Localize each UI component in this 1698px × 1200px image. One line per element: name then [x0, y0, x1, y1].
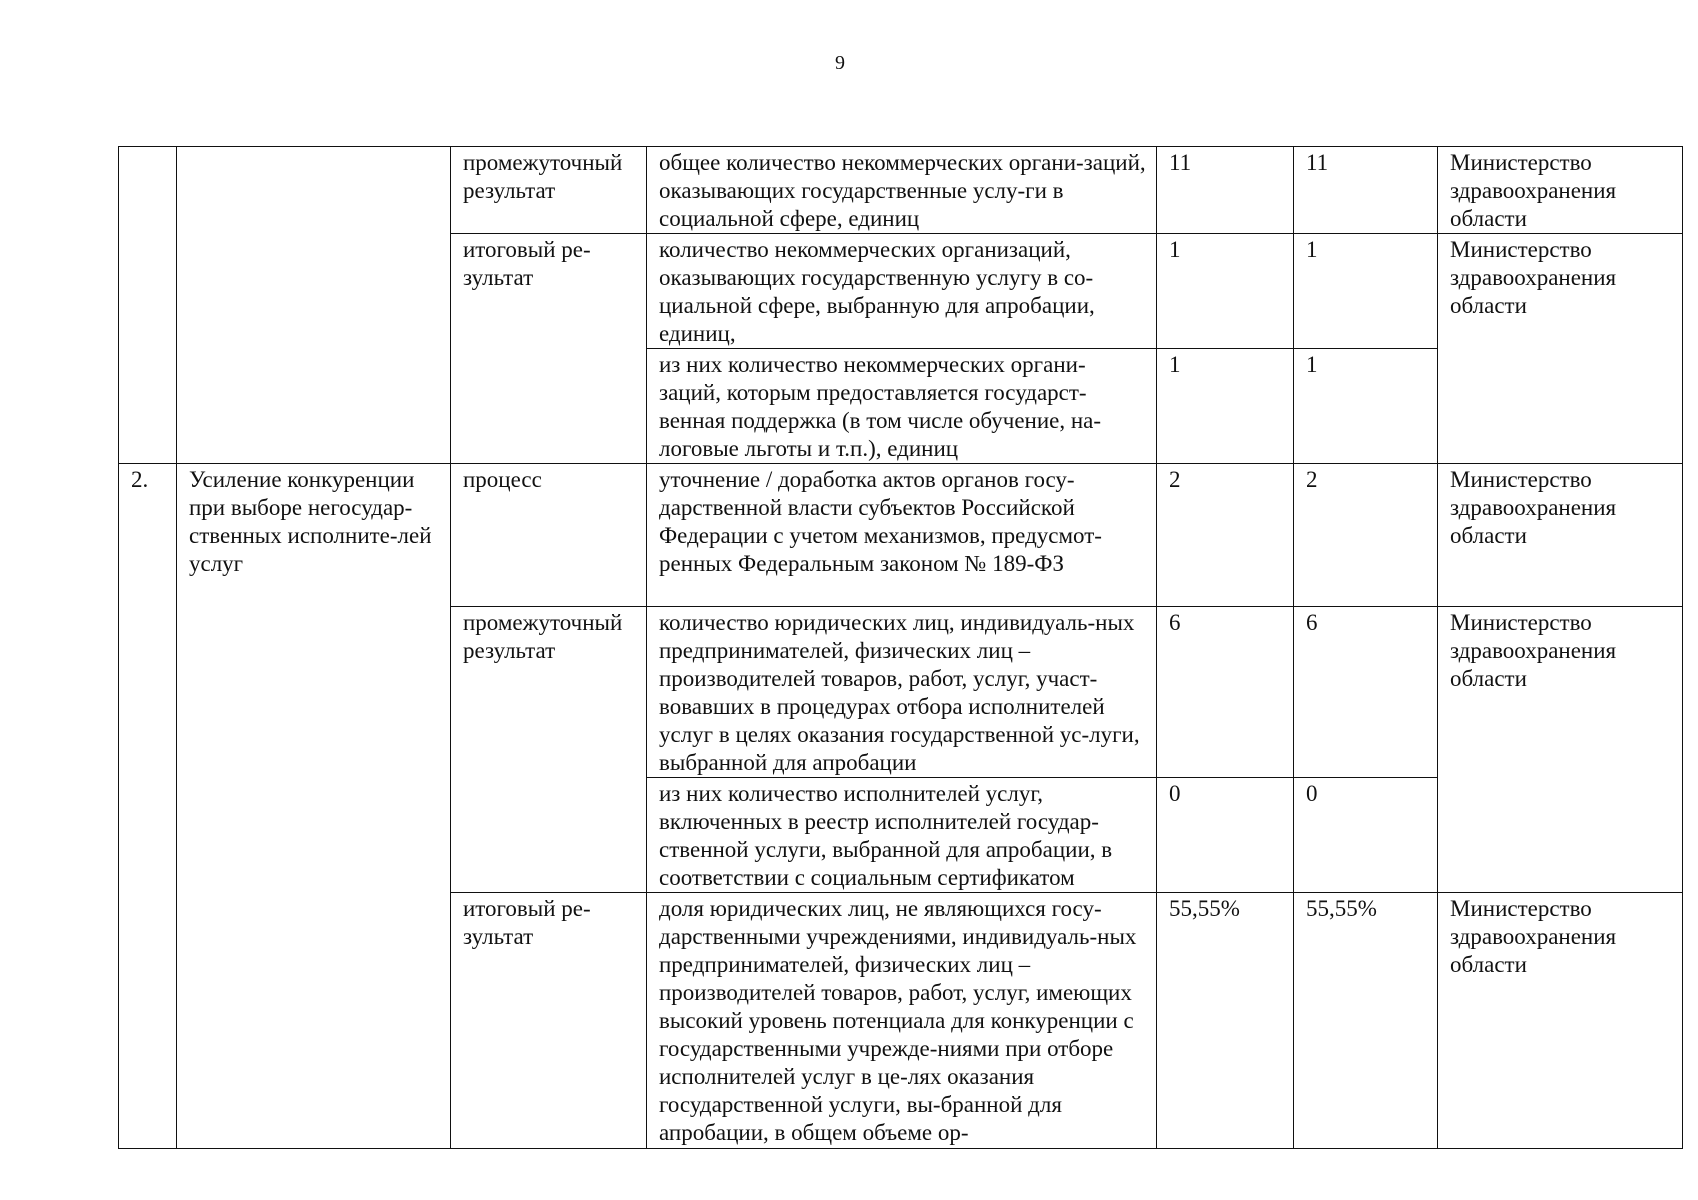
- stage-cell: промежуточный результат: [451, 607, 647, 893]
- value-1-cell: 2: [1157, 464, 1294, 607]
- indicator-cell: уточнение / доработка актов органов госу-дарственной власти субъектов Российской Федерации с учетом механизмов, предусмот-ренных Федеральным законом № 189-ФЗ: [647, 464, 1157, 607]
- indicator-cell: количество некоммерческих организаций, оказывающих государственную услугу в со-циальной сфере, выбранную для апробации, единиц,: [647, 234, 1157, 349]
- value-2-cell: 2: [1294, 464, 1438, 607]
- indicator-cell: из них количество некоммерческих органи-заций, которым предоставляется государст-венная поддержка (в том числе обучение, на-логовые льготы и т.п.), единиц: [647, 349, 1157, 464]
- measure-cell: [177, 147, 451, 464]
- measure-cell: Усиление конкуренции при выборе негосудар-ственных исполните-лей услуг: [177, 464, 451, 1149]
- indicator-cell: количество юридических лиц, индивидуаль-ных предпринимателей, физических лиц – производителей товаров, работ, услуг, участ-вовавших в процедурах отбора исполнителей услуг в целях оказания государственной ус-луги, выбранной для апробации: [647, 607, 1157, 778]
- value-1-cell: 11: [1157, 147, 1294, 234]
- responsible-cell: Министерство здравоохранения области: [1438, 893, 1683, 1149]
- page-number: 9: [835, 52, 845, 74]
- table-row: [119, 147, 1683, 234]
- indicator-cell: доля юридических лиц, не являющихся госу-дарственными учреждениями, индивидуаль-ных предпринимателей, физических лиц – производителей товаров, работ, услуг, имеющих высокий уровень потенциала для конкуренции с государственными учрежде-ниями при отборе исполнителей услуг в це-лях оказания государственной услуги, вы-бранной для апробации, в общем объеме ор-: [647, 893, 1157, 1149]
- value-2-cell: 6: [1294, 607, 1438, 778]
- responsible-cell: Министерство здравоохранения области: [1438, 147, 1683, 234]
- value-1-cell: 1: [1157, 349, 1294, 464]
- stage-cell: промежуточный результат: [451, 147, 647, 234]
- value-1-cell: 0: [1157, 778, 1294, 893]
- value-1-cell: 6: [1157, 607, 1294, 778]
- results-table: [118, 146, 1683, 1149]
- row-number-cell: 2.: [119, 464, 177, 1149]
- stage-cell: процесс: [451, 464, 647, 607]
- stage-cell: итоговый ре-зультат: [451, 234, 647, 464]
- row-number-cell: [119, 147, 177, 464]
- value-1-cell: 1: [1157, 234, 1294, 349]
- table-row: [119, 464, 1683, 607]
- value-2-cell: 0: [1294, 778, 1438, 893]
- value-2-cell: 11: [1294, 147, 1438, 234]
- indicator-cell: общее количество некоммерческих органи-заций, оказывающих государственные услу-ги в социальной сфере, единиц: [647, 147, 1157, 234]
- indicator-cell: из них количество исполнителей услуг, включенных в реестр исполнителей государ-ственной услуги, выбранной для апробации, в соответствии с социальным сертификатом: [647, 778, 1157, 893]
- value-1-cell: 55,55%: [1157, 893, 1294, 1149]
- value-2-cell: 55,55%: [1294, 893, 1438, 1149]
- value-2-cell: 1: [1294, 349, 1438, 464]
- value-2-cell: 1: [1294, 234, 1438, 349]
- stage-cell: итоговый ре-зультат: [451, 893, 647, 1149]
- responsible-cell: Министерство здравоохранения области: [1438, 607, 1683, 893]
- responsible-cell: Министерство здравоохранения области: [1438, 234, 1683, 464]
- responsible-cell: Министерство здравоохранения области: [1438, 464, 1683, 607]
